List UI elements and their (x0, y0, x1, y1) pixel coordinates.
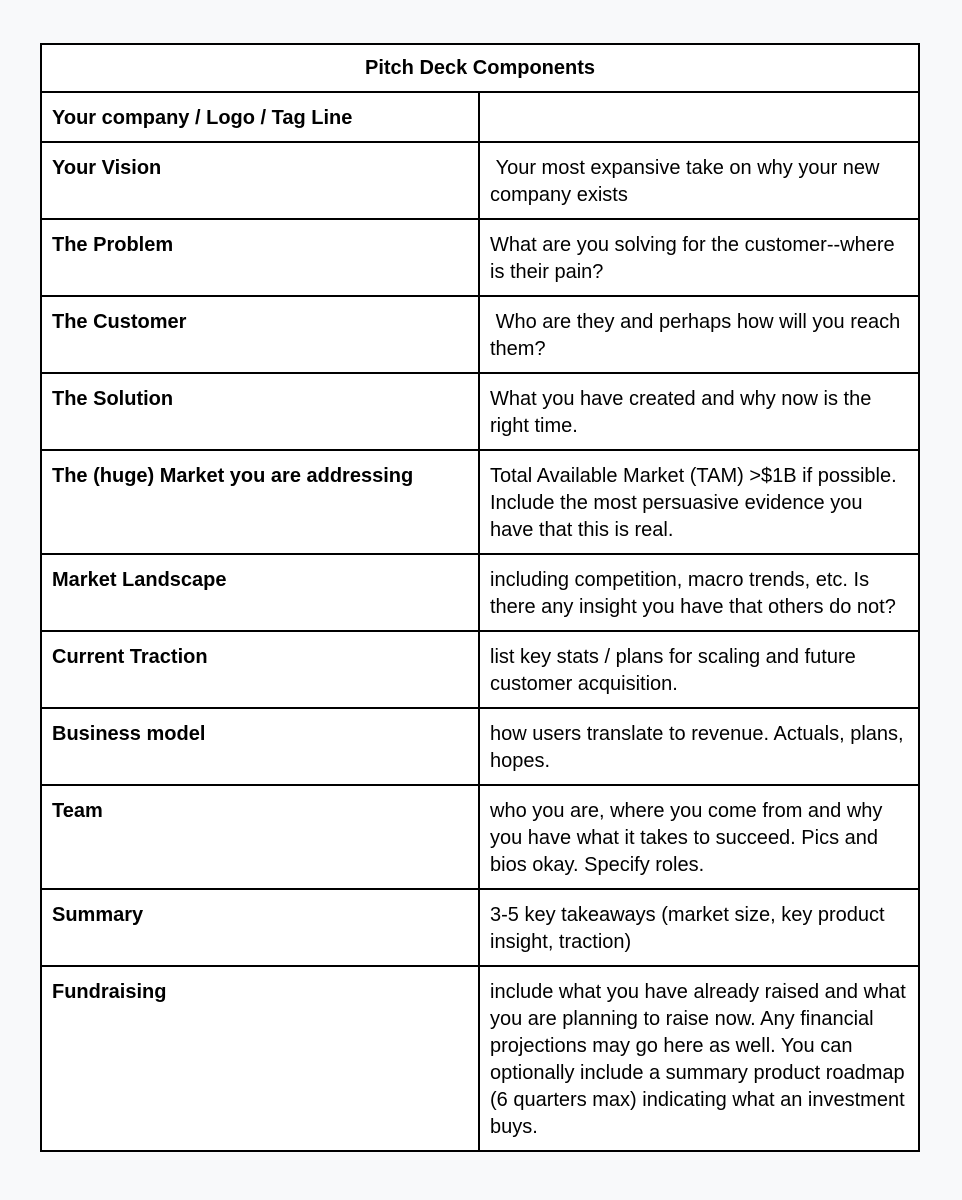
row-label: Fundraising (41, 966, 479, 1151)
row-description: What you have created and why now is the right time. (479, 373, 919, 450)
row-label: Business model (41, 708, 479, 785)
row-description: including competition, macro trends, etc. Is there any insight you have that others do not? (479, 554, 919, 631)
row-description (479, 92, 919, 142)
table-row (41, 554, 919, 631)
table-row (41, 966, 919, 1151)
row-label: Summary (41, 889, 479, 966)
row-description: Who are they and perhaps how will you reach them? (479, 296, 919, 373)
table-row (41, 708, 919, 785)
row-description: who you are, where you come from and why you have what it takes to succeed. Pics and bios okay. Specify roles. (479, 785, 919, 889)
table-row (41, 219, 919, 296)
table-row (41, 373, 919, 450)
row-description: Your most expansive take on why your new company exists (479, 142, 919, 219)
row-description: list key stats / plans for scaling and future customer acquisition. (479, 631, 919, 708)
table-row (41, 142, 919, 219)
table-row (41, 450, 919, 554)
row-description: include what you have already raised and what you are planning to raise now. Any financial projections may go here as well. You can optionally include a summary product roadmap (6 quarters max) indicating what an investment buys. (479, 966, 919, 1151)
table-row (41, 92, 919, 142)
table-row (41, 296, 919, 373)
table-row (41, 889, 919, 966)
row-label: The Customer (41, 296, 479, 373)
row-label: Your Vision (41, 142, 479, 219)
row-label: Team (41, 785, 479, 889)
row-label: The Problem (41, 219, 479, 296)
table-row (41, 785, 919, 889)
pitch-deck-components-table (40, 43, 920, 1152)
table-title: Pitch Deck Components (41, 44, 919, 92)
row-label: The Solution (41, 373, 479, 450)
row-label: Your company / Logo / Tag Line (41, 92, 479, 142)
row-description: 3-5 key takeaways (market size, key product insight, traction) (479, 889, 919, 966)
row-label: The (huge) Market you are addressing (41, 450, 479, 554)
table-header-row (41, 44, 919, 92)
pitch-deck-table-container (40, 43, 918, 1152)
table-row (41, 631, 919, 708)
row-description: What are you solving for the customer--where is their pain? (479, 219, 919, 296)
row-description: how users translate to revenue. Actuals, plans, hopes. (479, 708, 919, 785)
row-description: Total Available Market (TAM) >$1B if possible. Include the most persuasive evidence you have that this is real. (479, 450, 919, 554)
row-label: Current Traction (41, 631, 479, 708)
row-label: Market Landscape (41, 554, 479, 631)
